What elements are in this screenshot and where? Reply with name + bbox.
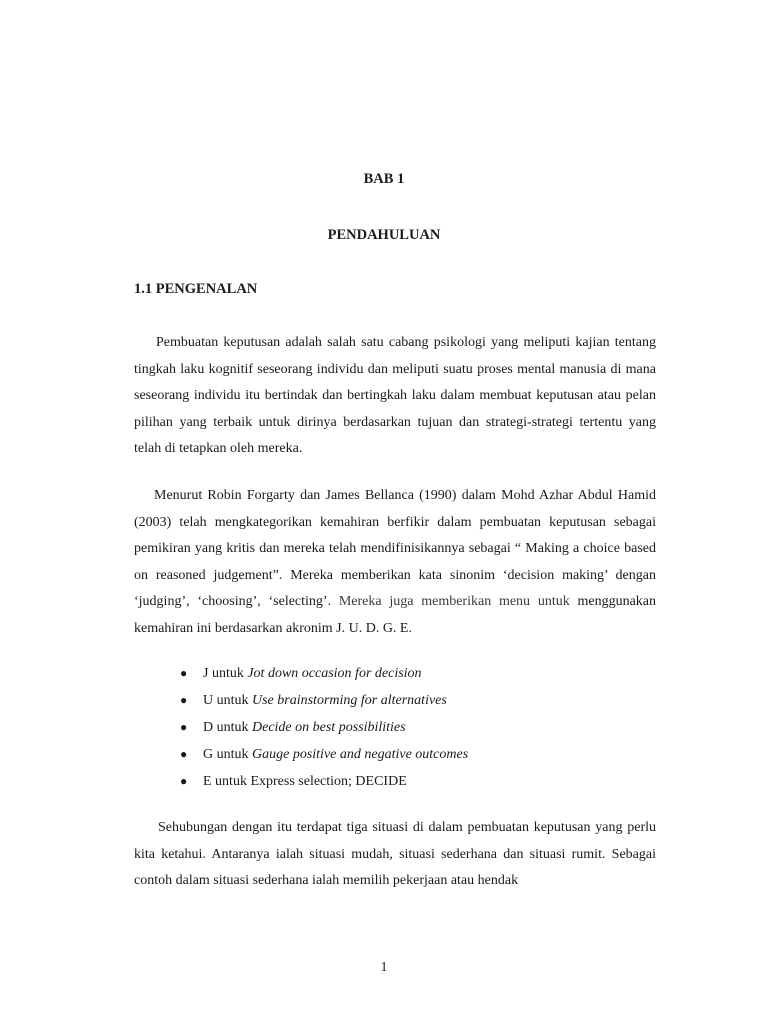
chapter-heading: BAB 1 [363, 171, 405, 187]
bullet-icon: ● [180, 693, 188, 707]
section-heading: 1.1 PENGENALAN [134, 281, 258, 297]
bullet-icon: ● [180, 720, 188, 734]
list-item [180, 768, 468, 795]
list-item-description: Jot down occasion for decision [247, 666, 422, 681]
bullet-icon: ● [180, 774, 188, 788]
list-item [180, 660, 468, 687]
paragraph-situations: Sehubungan dengan itu terdapat tiga situasi di dalam pembuatan keputusan yang perlu kita ketahui. Antaranya ialah situasi mudah, situasi sederhana dan situasi rumit. Sebagai contoh dalam situasi sederhana ialah memilih pekerjaan atau hendak [134, 820, 656, 889]
chapter-title: PENDAHULUAN [327, 227, 441, 243]
paragraph-judge-text: Menurut Robin Forgarty dan James Bellanca (1990) dalam Mohd Azhar Abdul Hamid (2003) telah mengkategorikan kemahiran berfikir dalam pembuatan keputusan sebagai pemikiran yang kritis dan mereka telah mendifinisikannya sebagai “ Making a choice based on reasoned judgement”. Mereka memberikan kata sinonim ‘decision making’ dengan ‘judging’, ‘choosing’, ‘selecting’. [134, 488, 656, 610]
acronym-list [180, 660, 468, 795]
paragraph-judge-text-end: menggunakan kemahiran ini berdasarkan akronim J. U. D. G. E. [134, 594, 657, 636]
list-item-description: Express selection; DECIDE [250, 774, 407, 789]
list-item-prefix: G untuk [203, 747, 252, 762]
list-item-prefix: U untuk [203, 693, 252, 708]
list-item [180, 714, 468, 741]
bullet-icon: ● [180, 747, 188, 761]
paragraph-intro: Pembuatan keputusan adalah salah satu cabang psikologi yang meliputi kajian tentang tingkah laku kognitif seseorang individu dan meliputi suatu proses mental manusia di mana seseorang individu itu bertindak dan bertingkah laku dalam membuat keputusan atau pelan pilihan yang terbaik untuk dirinya berdasarkan tujuan dan strategi-strategi tertentu yang telah di tetapkan oleh mereka. [134, 335, 656, 457]
list-item-prefix: E untuk [203, 774, 251, 789]
page-number: 1 [380, 960, 388, 975]
list-item-prefix: D untuk [203, 720, 252, 735]
list-item-description: Decide on best possibilities [252, 720, 406, 735]
list-item-description: Gauge positive and negative outcomes [252, 747, 469, 762]
list-item [180, 741, 468, 768]
list-item-prefix: J untuk [203, 666, 248, 681]
bullet-icon: ● [180, 666, 188, 680]
list-item-description: Use brainstorming for alternatives [252, 693, 447, 708]
paragraph-judge [134, 483, 656, 643]
paragraph-judge-highlight: Mereka juga memberikan menu untuk [338, 594, 570, 610]
list-item [180, 687, 468, 714]
